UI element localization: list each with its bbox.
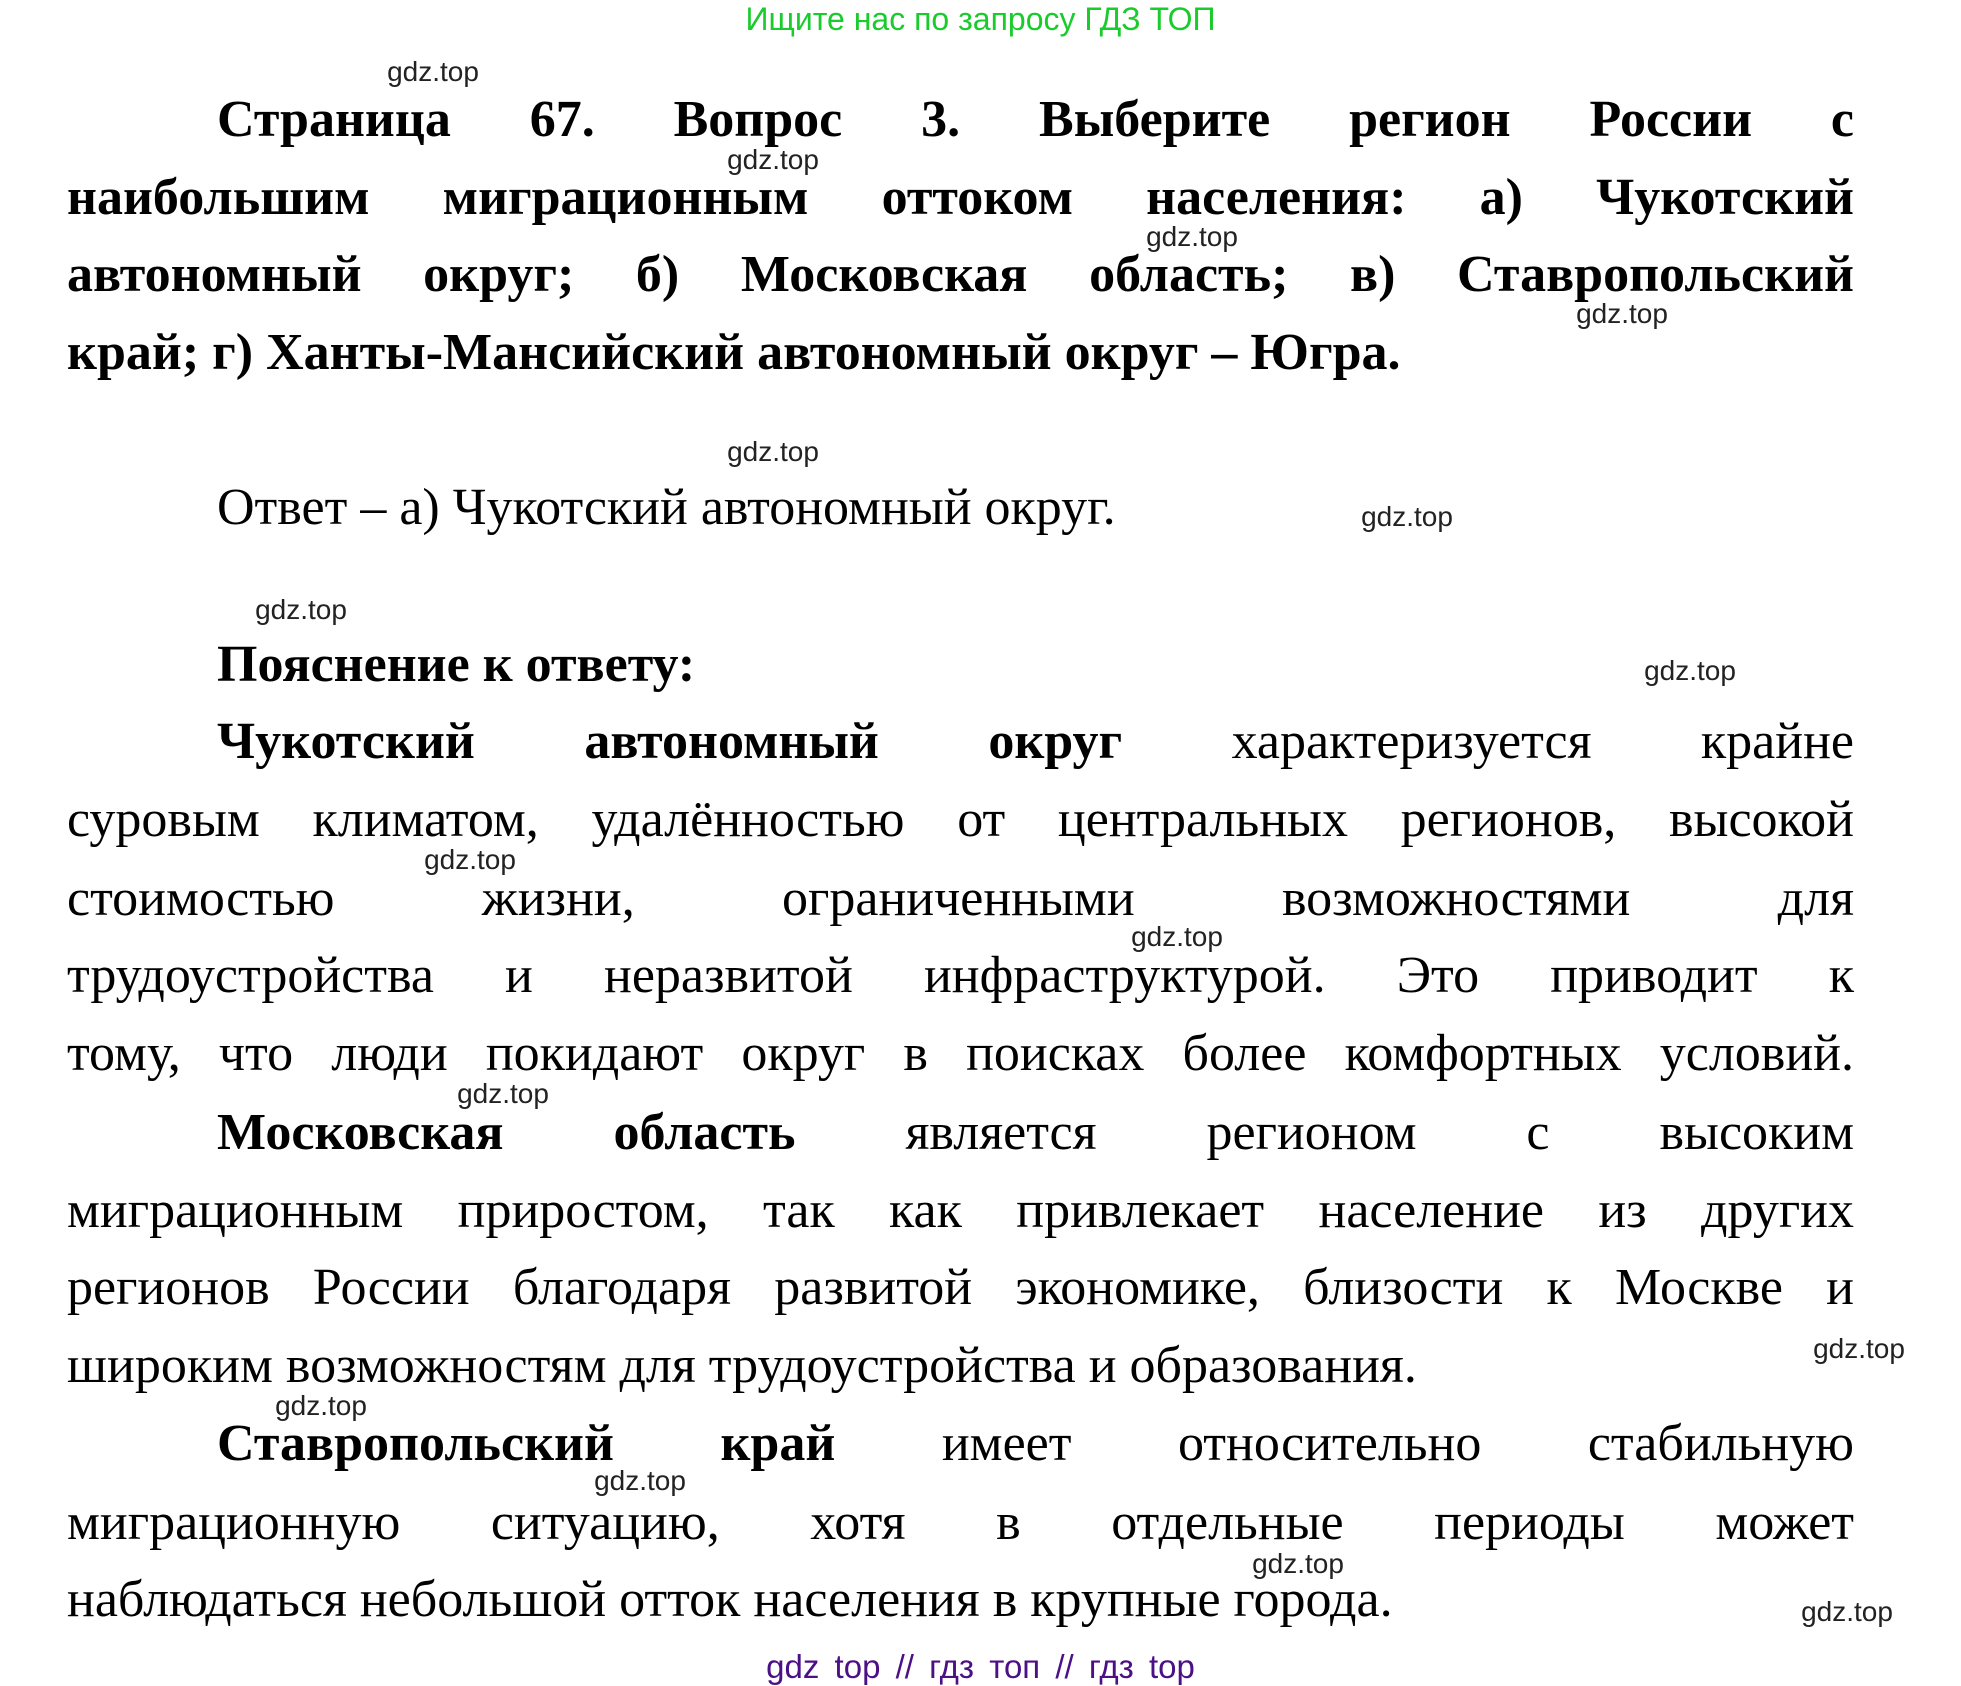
watermark: gdz.top — [457, 1078, 549, 1109]
paragraph-line: наблюдаться небольшой отток населения в крупные города. — [67, 1571, 1393, 1628]
paragraph-line: суровым климатом, удалённостью от центральных регионов, высокой — [67, 791, 1854, 848]
watermark: gdz.top — [727, 144, 819, 175]
paragraph-line: трудоустройства и неразвитой инфраструктурой. Это приводит к — [67, 947, 1854, 1004]
paragraph-line: тому, что люди покидают округ в поисках более комфортных условий. — [67, 1025, 1854, 1082]
region-name-stavropol: Ставропольский край — [217, 1415, 836, 1472]
paragraph-line: стоимостью жизни, ограниченными возможностями для — [67, 870, 1854, 927]
answer-text: Ответ – а) Чукотский автономный округ. — [217, 479, 1116, 536]
paragraph-line: широким возможностям для трудоустройства и образования. — [67, 1337, 1417, 1394]
watermark: gdz.top — [275, 1390, 367, 1421]
explanation-heading: Пояснение к ответу: — [217, 636, 696, 693]
question-line-2: наибольшим миграционным оттоком населения: а) Чукотский — [67, 169, 1854, 226]
paragraph-lead-rest: характеризуется крайне — [1231, 713, 1855, 770]
paragraph-line: регионов России благодаря развитой экономике, близости к Москве и — [67, 1259, 1854, 1316]
question-line-4: край; г) Ханты-Мансийский автономный округ – Югра. — [67, 324, 1401, 381]
watermark: gdz.top — [1576, 298, 1668, 329]
paragraph-first-line — [217, 1103, 1854, 1163]
watermark: gdz.top — [1644, 655, 1736, 686]
question-line-1: Страница 67. Вопрос 3. Выберите регион России с — [217, 91, 1854, 148]
paragraph-lead-rest: имеет относительно стабильную — [941, 1415, 1854, 1472]
footer-brand: gdz top // гдз топ // гдз top — [766, 1648, 1195, 1685]
watermark: gdz.top — [594, 1465, 686, 1496]
paragraph-line: миграционным приростом, так как привлекает население из других — [67, 1182, 1854, 1239]
watermark: gdz.top — [727, 436, 819, 467]
watermark: gdz.top — [1801, 1596, 1893, 1627]
search-hint-banner: Ищите нас по запросу ГДЗ ТОП — [745, 1, 1216, 37]
watermark: gdz.top — [387, 56, 479, 87]
region-name-moscow-oblast: Московская область — [217, 1104, 796, 1161]
watermark: gdz.top — [255, 594, 347, 625]
watermark: gdz.top — [424, 844, 516, 875]
paragraph-lead-rest: является регионом с высоким — [905, 1104, 1855, 1161]
region-name-chukotka: Чукотский автономный округ — [217, 713, 1123, 770]
watermark: gdz.top — [1131, 921, 1223, 952]
watermark: gdz.top — [1361, 501, 1453, 532]
question-line-3: автономный округ; б) Московская область; в) Ставропольский — [67, 246, 1854, 303]
watermark: gdz.top — [1146, 221, 1238, 252]
paragraph-first-line — [217, 1414, 1854, 1474]
paragraph-line: миграционную ситуацию, хотя в отдельные периоды может — [67, 1494, 1854, 1551]
paragraph-first-line — [217, 712, 1854, 772]
watermark: gdz.top — [1813, 1333, 1905, 1364]
watermark: gdz.top — [1252, 1548, 1344, 1579]
